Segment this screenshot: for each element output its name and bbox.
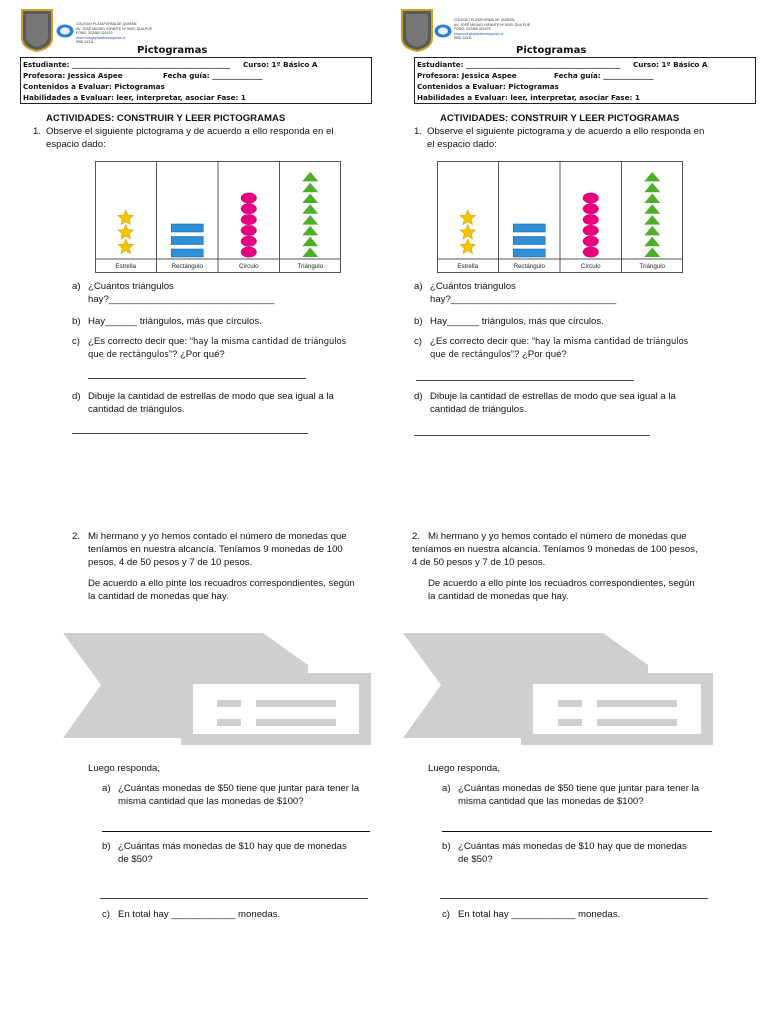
- answer-line-1d[interactable]: [72, 433, 308, 434]
- question-1c: c) ¿Es correcto decir que: “hay la misma cantidad de triángulos que de rectángulos”? ¿Por qué?: [72, 336, 347, 360]
- then-answer-label: Luego responda,: [88, 763, 161, 774]
- rectangle-mark: [513, 224, 545, 232]
- answer-line-2b[interactable]: [100, 898, 368, 899]
- question-1: 1. Observe el siguiente pictograma y de acuerdo a ello responda en el espacio dado:: [414, 126, 705, 150]
- circle-mark: [583, 247, 599, 258]
- worksheet-copy-right: [384, 0, 768, 1024]
- activities-heading: ACTIVIDADES: CONSTRUIR Y LEER PICTOGRAMAS: [46, 113, 286, 124]
- circle-mark: [583, 214, 599, 225]
- skills-label: Habilidades a Evaluar: leer, interpretar, asociar Fase: 1: [23, 93, 246, 102]
- question-2a: a) ¿Cuántas monedas de $50 tiene que juntar para tener la misma cantidad que las monedas de $100?: [102, 783, 360, 807]
- answer-line-2b[interactable]: [440, 898, 708, 899]
- question-1d: d) Dibuje la cantidad de estrellas de modo que sea igual a la cantidad de triángulos.: [72, 391, 334, 415]
- school-seal: [434, 24, 452, 38]
- question-2-instruction: De acuerdo a ello pinte los recuadros correspondientes, según la cantidad de monedas que hay.: [428, 578, 695, 602]
- teacher-label: Profesora: Jessica Aspee: [417, 71, 517, 80]
- rectangle-mark: [513, 237, 545, 245]
- question-2: 2. Mi hermano y yo hemos contado el número de monedas que teníamos en nuestra alcancía. Teníamos 9 monedas de 100 pesos, 4 de 50 pesos y 7 de 10 pesos.: [412, 531, 698, 568]
- rectangle-mark: [513, 249, 545, 257]
- school-logo: [400, 8, 434, 52]
- question-1a: a) ¿Cuántos triángulos hay?_______________________________: [414, 281, 617, 305]
- activities-heading: ACTIVIDADES: CONSTRUIR Y LEER PICTOGRAMAS: [440, 113, 680, 124]
- category-label: Estrella: [115, 263, 137, 270]
- question-2c: c) En total hay ____________ monedas.: [442, 909, 621, 920]
- category-label: Triángulo: [297, 263, 324, 270]
- question-1c: c) ¿Es correcto decir que: “hay la misma cantidad de triángulos que de rectángulos”? ¿Por qué?: [414, 336, 689, 360]
- rectangle-mark: [171, 249, 203, 257]
- question-2b: b) ¿Cuántas más monedas de $10 hay que de monedas de $50?: [442, 841, 687, 865]
- school-seal: [56, 24, 74, 38]
- school-info: COLEGIO PLATAFORMA DE QUIRÁN AV. JOSÉ MIGUEL INFANTE Nº 5000, QUILPUÉ FONO: 322460 321979 www.colegioplataformaquiran.cl RBD 14311: [76, 22, 153, 45]
- course-label: Curso: 1º Básico A: [243, 60, 318, 69]
- answer-line-2a[interactable]: [442, 831, 712, 832]
- answer-line-1c[interactable]: [88, 378, 306, 379]
- rectangle-mark: [171, 237, 203, 245]
- circle-mark: [241, 236, 257, 247]
- then-answer-label: Luego responda,: [428, 763, 501, 774]
- student-info-table: [414, 57, 756, 104]
- circle-mark: [241, 193, 257, 204]
- coin-boxes-graphic: [63, 633, 373, 748]
- content-label: Contenidos a Evaluar: Pictogramas: [417, 82, 559, 91]
- skills-label: Habilidades a Evaluar: leer, interpretar, asociar Fase: 1: [417, 93, 640, 102]
- circle-mark: [583, 203, 599, 214]
- course-label: Curso: 1º Básico A: [633, 60, 708, 69]
- question-1a: a) ¿Cuántos triángulos hay?_______________________________: [72, 281, 275, 305]
- answer-line-1c[interactable]: [416, 380, 634, 381]
- student-row: Estudiante: ___________________________________________: [417, 60, 621, 69]
- circle-mark: [583, 225, 599, 236]
- category-label: Rectángulo: [513, 263, 545, 270]
- date-row: Fecha guía: ______________: [163, 71, 263, 80]
- teacher-label: Profesora: Jessica Aspee: [23, 71, 123, 80]
- question-2-instruction: De acuerdo a ello pinte los recuadros correspondientes, según la cantidad de monedas que hay.: [88, 578, 355, 602]
- question-2: 2. Mi hermano y yo hemos contado el número de monedas que teníamos en nuestra alcancía. Teníamos 9 monedas de 100 pesos, 4 de 50 pesos y 7 de 10 pesos.: [72, 531, 347, 568]
- circle-mark: [241, 225, 257, 236]
- pictogram-chart: [95, 161, 341, 273]
- circle-mark: [241, 214, 257, 225]
- question-1d: d) Dibuje la cantidad de estrellas de modo que sea igual a la cantidad de triángulos.: [414, 391, 676, 415]
- school-info: COLEGIO PLATAFORMA DE QUIRÁN AV. JOSÉ MIGUEL INFANTE Nº 5000, QUILPUÉ FONO: 322460 321979 www.colegioplataformaquiran.cl RBD 14311: [454, 18, 531, 41]
- category-label: Círculo: [238, 263, 259, 270]
- question-2b: b) ¿Cuántas más monedas de $10 hay que de monedas de $50?: [102, 841, 347, 865]
- answer-line-2a[interactable]: [102, 831, 370, 832]
- date-row: Fecha guía: ______________: [554, 71, 654, 80]
- pictogram-chart: [437, 161, 683, 273]
- question-2c: c) En total hay ____________ monedas.: [102, 909, 281, 920]
- student-info-table: [20, 57, 372, 104]
- document-title: Pictogramas: [516, 45, 587, 56]
- student-row: Estudiante: ____________________________________________: [23, 60, 231, 69]
- content-label: Contenidos a Evaluar: Pictogramas: [23, 82, 165, 91]
- document-title: Pictogramas: [137, 45, 208, 56]
- circle-mark: [241, 247, 257, 258]
- circle-mark: [583, 236, 599, 247]
- question-1b: b) Hay______ triángulos, más que círculos.: [414, 316, 604, 327]
- question-2a: a) ¿Cuántas monedas de $50 tiene que juntar para tener la misma cantidad que las monedas de $100?: [442, 783, 700, 807]
- coin-boxes-graphic: [403, 633, 715, 748]
- category-label: Círculo: [580, 263, 601, 270]
- circle-mark: [583, 193, 599, 204]
- category-label: Estrella: [457, 263, 479, 270]
- category-label: Triángulo: [639, 263, 666, 270]
- circle-mark: [241, 203, 257, 214]
- question-1: 1. Observe el siguiente pictograma y de acuerdo a ello responda en el espacio dado:: [33, 126, 334, 150]
- school-logo: [20, 8, 54, 52]
- rectangle-mark: [171, 224, 203, 232]
- category-label: Rectángulo: [171, 263, 203, 270]
- answer-line-1d[interactable]: [414, 435, 650, 436]
- question-1b: b) Hay______ triángulos, más que círculos.: [72, 316, 262, 327]
